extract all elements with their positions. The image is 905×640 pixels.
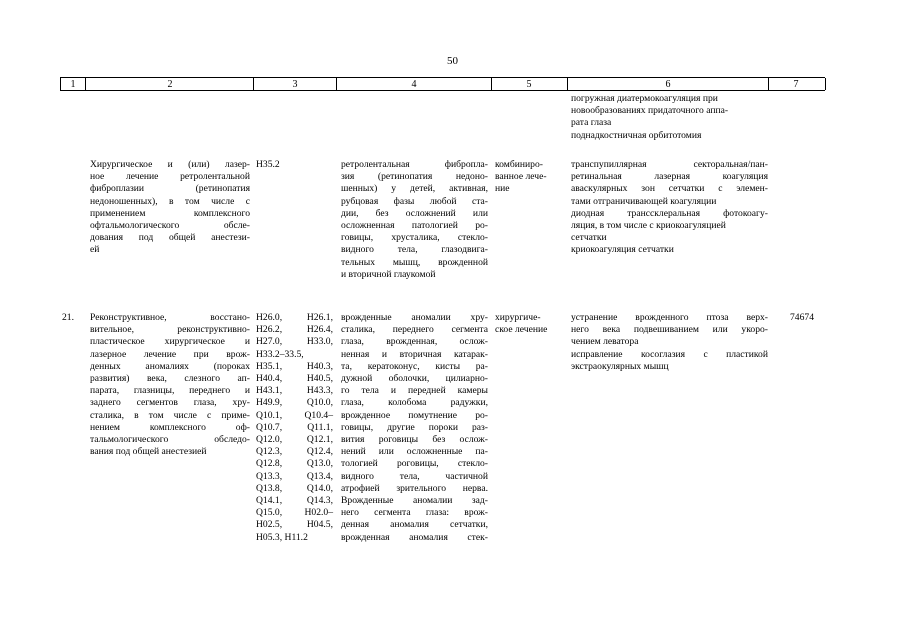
treatment-type-cell: комбиниро- ванное лече- ние (495, 159, 547, 195)
column-separator (253, 78, 254, 90)
column-header-4: 4 (411, 79, 417, 90)
column-separator (336, 78, 337, 90)
icd-codes-cell: H26.0, H26.1, H26.2, H26.4, H27.0, H33.0, H33.2–33.5, H35.1, H40.3, H40.4, H40.5, H43.1, H43.3, H49.9, Q10.0, Q10.1, Q10.4– Q10.7, Q11.1, Q12.0, Q12.1, Q12.3, Q12.4, Q12.8, Q13.0, Q13.3, Q13.4, Q13.8, Q14.0, Q14.1, Q14.3, Q15.0, H02.0– H02.5, H04.5, H05.3, H11.2 (256, 312, 333, 543)
column-separator (768, 78, 769, 90)
treatment-description-cell: Реконструктивное, восстано- вительное, реконструктивно- пластическое хирургическое и лазерное лечение при врож- денных аномалиях (пороках развития) века, слезного ап- парата, глазницы, переднего и заднего сегментов глаза, хру- сталика, в том числе с приме- нением комплексного оф- тальмологического обследо- вания под общей анестезией (90, 312, 250, 458)
treatment-type-cell: хирургиче- ское лечение (495, 312, 548, 336)
treatment-description-cell: Хирургическое и (или) лазер- ное лечение ретролентальной фиброплазии (ретинопатия недоношенных), в том числе с применением комплексного офтальмологического обсле- дования под общей анестези- ей (90, 159, 250, 256)
column-separator (825, 78, 826, 90)
page-number: 50 (447, 55, 458, 67)
diagnosis-cell: врожденные аномалии хру- сталика, переднего сегмента глаза, врожденная, ослож- ненная и вторичная катарак- та, кератоконус, кисты ра- дужной оболочки, цилиарно- го тела и передней камеры глаза, колобома радужки, врожденное помутнение ро- говицы, другие пороки раз- вития роговицы без ослож- нений или осложненные па- тологией роговицы, стекло- видного тела, частичной атрофией зрительного нерва. Врожденные аномалии зад- него сегмента глаза: врож- денная аномалия сетчатки, врожденная аномалия стек- (341, 312, 488, 543)
column-separator (567, 78, 568, 90)
table-top-rule (60, 77, 825, 78)
column-header-7: 7 (793, 79, 799, 90)
continued-methods-cell: погружная диатермокоагуляция при новообразованиях придаточного аппа- рата глаза поднадкостничная орбитотомия (571, 93, 729, 141)
column-separator (491, 78, 492, 90)
column-header-1: 1 (70, 79, 76, 90)
icd-codes-cell: H35.2 (256, 159, 280, 170)
treatment-methods-cell: транспупиллярная секторальная/пан- ретинальная лазерная коагуляция аваскулярных зон сетчатки с элемен- тами отграничивающей коагуляции диодная транссклеральная фотокоагу- ляция, в том числе с криокоагуляцией сетчатки криокоагуляция сетчатки (571, 159, 768, 256)
treatment-methods-cell: устранение врожденного птоза верх- него века подвешиванием или укоро- чением леватора исправление косоглазия с пластикой экстраокулярных мышц (571, 312, 768, 372)
column-header-6: 6 (665, 79, 671, 90)
row-number: 21. (62, 312, 74, 323)
diagnosis-cell: ретролентальная фибропла- зия (ретинопатия недоно- шенных) у детей, активная, рубцовая фазы любой ста- дии, без осложнений или осложненная патологией ро- говицы, хрусталика, стекло- видного тела, глазодвига- тельных мышц, врожденной и вторичной глаукомой (341, 159, 488, 280)
column-header-5: 5 (526, 79, 532, 90)
column-header-3: 3 (292, 79, 298, 90)
column-header-2: 2 (167, 79, 173, 90)
cost-value: 74674 (790, 312, 814, 323)
